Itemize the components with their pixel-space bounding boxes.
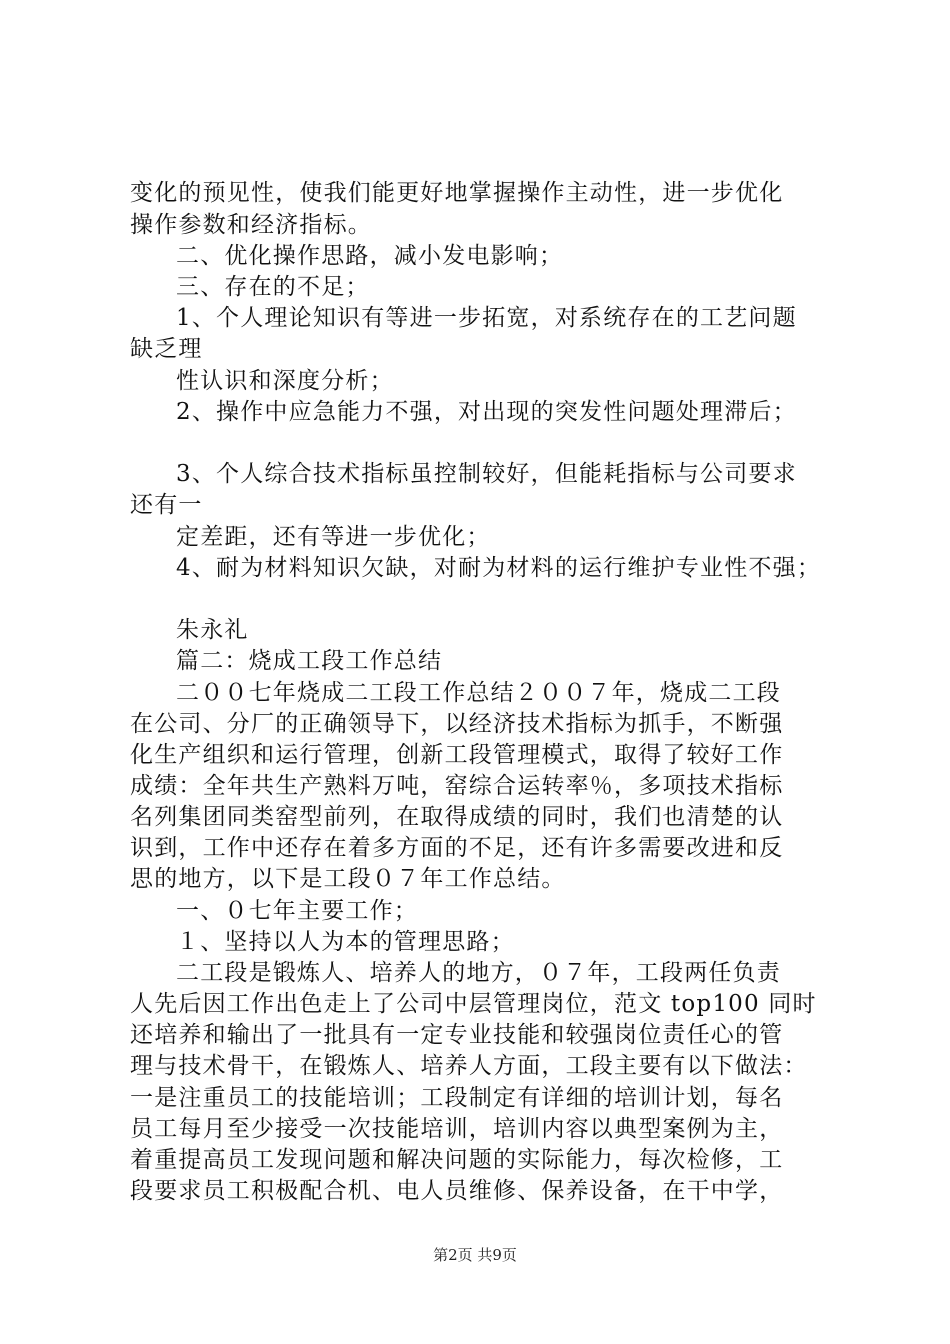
text-line: 段要求员工积极配合机、电人员维修、保养设备，在干中学， [130, 1178, 784, 1204]
text-line: 思的地方，以下是工段０７年工作总结。 [130, 866, 566, 892]
signature-text: 朱永礼 [176, 617, 249, 643]
text-line: 一、０七年主要工作； [176, 898, 418, 924]
page-footer: 第2页 共9页 [433, 1246, 517, 1264]
text-line: 定差距，还有等进一步优化； [176, 524, 491, 550]
text-line: 识到，工作中还存在着多方面的不足，还有许多需要改进和反 [130, 835, 784, 861]
text-line: 一是注重员工的技能培训；工段制定有详细的培训计划，每名 [130, 1085, 784, 1111]
text-line: 员工每月至少接受一次技能培训，培训内容以典型案例为主， [130, 1116, 784, 1142]
text-line: 缺乏理 [130, 336, 203, 362]
section-heading: 篇二：烧成工段工作总结 [176, 648, 443, 674]
text-line: 还培养和输出了一批具有一定专业技能和较强岗位责任心的管 [130, 1022, 784, 1048]
text-line: 着重提高员工发现问题和解决问题的实际能力，每次检修，工 [130, 1147, 784, 1173]
text-line: 三、存在的不足； [176, 274, 370, 300]
text-line: 4、耐为材料知识欠缺，对耐为材料的运行维护专业性不强； [176, 555, 822, 581]
text-line: 二、优化操作思路，减小发电影响； [176, 243, 564, 269]
text-line: 名列集团同类窑型前列，在取得成绩的同时，我们也清楚的认 [130, 804, 784, 830]
text-line: 二工段是锻炼人、培养人的地方，０７年，工段两任负责 [176, 960, 781, 986]
text-line: 人先后因工作出色走上了公司中层管理岗位，范文 top100 同时 [130, 991, 817, 1017]
text-line: 性认识和深度分析； [176, 368, 394, 394]
text-line: 理与技术骨干，在锻炼人、培养人方面，工段主要有以下做法： [130, 1053, 808, 1079]
text-line: １、坚持以人为本的管理思路； [176, 929, 515, 955]
text-line: 还有一 [130, 492, 203, 518]
text-line: 化生产组织和运行管理，创新工段管理模式，取得了较好工作 [130, 742, 784, 768]
text-line: 变化的预见性，使我们能更好地掌握操作主动性，进一步优化 [130, 180, 784, 206]
text-line: 3、个人综合技术指标虽控制较好，但能耗指标与公司要求 [176, 461, 797, 487]
text-line: 操作参数和经济指标。 [130, 212, 372, 238]
text-line: 在公司、分厂的正确领导下，以经济技术指标为抓手，不断强 [130, 711, 784, 737]
text-line: 二００七年烧成二工段工作总结２００７年，烧成二工段 [176, 680, 781, 706]
text-line: 1、个人理论知识有等进一步拓宽，对系统存在的工艺问题 [176, 305, 797, 331]
text-line: 成绩：全年共生产熟料万吨，窑综合运转率％，多项技术指标 [130, 773, 784, 799]
text-line: 2、操作中应急能力不强，对出现的突发性问题处理滞后； [176, 399, 797, 425]
